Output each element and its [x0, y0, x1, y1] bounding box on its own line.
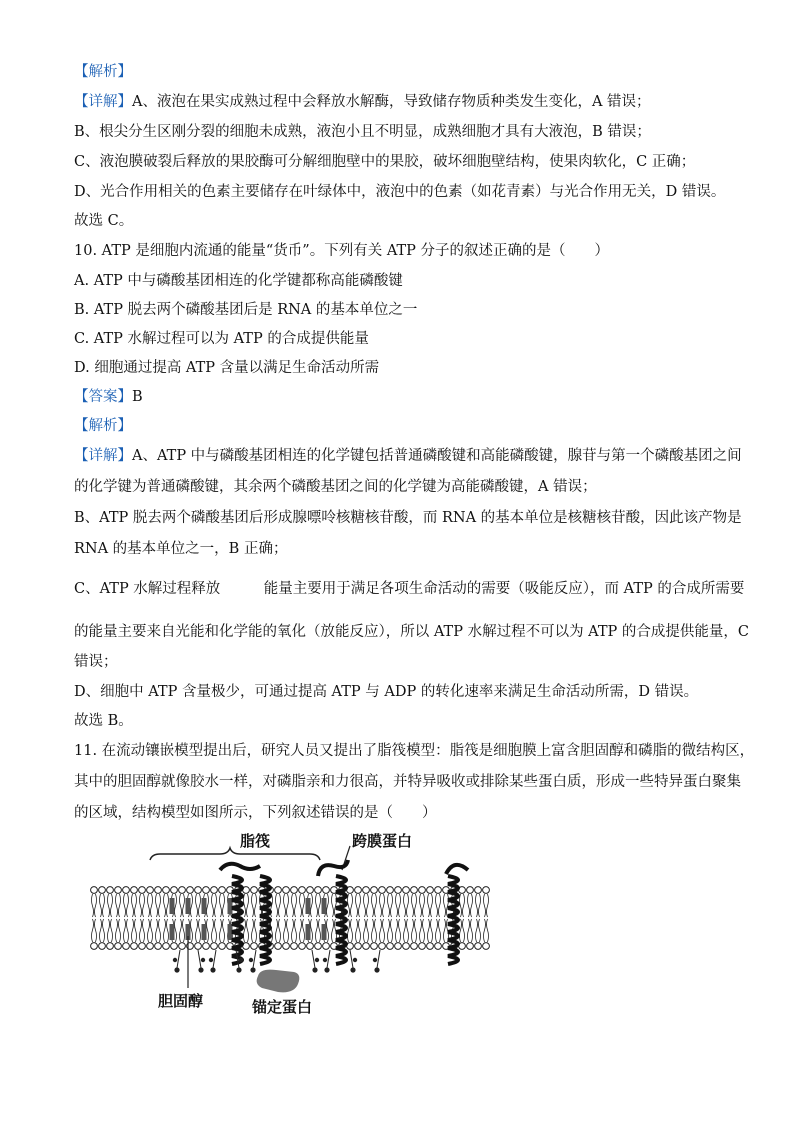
phospholipid-head: [379, 887, 386, 894]
phospholipid-tail: [372, 919, 377, 942]
cholesterol-molecule: [170, 898, 175, 914]
phospholipid-heads-top: [91, 887, 490, 894]
glycan-bead: [324, 967, 329, 972]
phospholipid-tail: [180, 919, 185, 942]
analysis-tag: 【解析】: [74, 64, 132, 80]
phospholipid-tail: [396, 894, 401, 917]
raft-bracket: [150, 848, 320, 860]
phospholipid-head: [403, 887, 410, 894]
phospholipid-tail: [164, 919, 169, 942]
phospholipid-heads-bottom: [91, 943, 490, 950]
membrane-svg: [80, 828, 500, 1018]
label-cholesterol: 胆固醇: [158, 992, 204, 1010]
glycan-bead: [315, 958, 319, 962]
phospholipid-head: [131, 943, 138, 950]
phospholipid-tail: [372, 894, 377, 917]
phospholipid-tail: [284, 919, 289, 942]
phospholipid-head: [315, 887, 322, 894]
phospholipid-tail: [300, 919, 305, 942]
protein-loop: [446, 865, 468, 874]
glycan-stem: [377, 950, 380, 968]
phospholipid-head: [291, 887, 298, 894]
phospholipid-head: [475, 943, 482, 950]
phospholipid-head: [195, 943, 202, 950]
phospholipid-head: [475, 887, 482, 894]
glycan-bead: [353, 958, 357, 962]
phospholipid-head: [187, 887, 194, 894]
phospholipid-head: [139, 887, 146, 894]
glycan-chains: [173, 950, 380, 973]
phospholipid-head: [323, 943, 330, 950]
phospholipid-tail: [148, 919, 153, 942]
phospholipid-tail: [156, 894, 161, 917]
phospholipid-head: [371, 887, 378, 894]
glycan-bead: [239, 958, 243, 962]
phospholipid-head: [355, 943, 362, 950]
phospholipid-tail: [412, 894, 417, 917]
phospholipid-tail: [244, 919, 249, 942]
phospholipid-tail: [156, 919, 161, 942]
label-anchor-protein: 锚定蛋白: [252, 998, 313, 1016]
phospholipid-tail: [428, 919, 433, 942]
phospholipid-head: [427, 943, 434, 950]
phospholipid-tail: [252, 919, 257, 942]
phospholipid-head: [363, 943, 370, 950]
phospholipid-head: [203, 943, 210, 950]
phospholipid-head: [195, 887, 202, 894]
glycan-bead: [373, 958, 377, 962]
phospholipid-head: [387, 887, 394, 894]
option-b: B. ATP 脱去两个磷酸基团后是 RNA 的基本单位之一: [74, 302, 418, 318]
phospholipid-head: [435, 887, 442, 894]
phospholipid-head: [323, 887, 330, 894]
phospholipid-head: [355, 887, 362, 894]
phospholipid-tail: [116, 894, 121, 917]
phospholipid-head: [299, 887, 306, 894]
phospholipid-tail: [100, 919, 105, 942]
phospholipid-tail: [140, 919, 145, 942]
glycan-stem: [177, 950, 180, 968]
phospholipid-head: [155, 887, 162, 894]
phospholipid-tail: [100, 894, 105, 917]
phospholipid-tail: [300, 894, 305, 917]
phospholipid-head: [171, 887, 178, 894]
phospholipid-head: [219, 943, 226, 950]
phospholipid-tail: [108, 919, 113, 942]
phospholipid-head: [395, 943, 402, 950]
phospholipid-head: [155, 943, 162, 950]
phospholipid-tail: [292, 919, 297, 942]
protein-loop: [220, 864, 260, 870]
question-stem: 的区域，结构模型如图所示，下列叙述错误的是（ ）: [74, 805, 437, 821]
glycan-bead: [249, 958, 253, 962]
phospholipid-head: [123, 887, 130, 894]
phospholipid-head: [371, 943, 378, 950]
glycan-bead: [250, 967, 255, 972]
phospholipid-tail: [276, 919, 281, 942]
phospholipid-tail: [484, 919, 489, 942]
phospholipid-head: [483, 943, 490, 950]
phospholipid-head: [307, 887, 314, 894]
phospholipid-head: [107, 943, 114, 950]
phospholipid-head: [163, 887, 170, 894]
cholesterol-molecule: [170, 924, 175, 940]
analysis-tag: 【解析】: [74, 418, 132, 434]
phospholipid-tail: [468, 894, 473, 917]
phospholipid-tail: [148, 894, 153, 917]
detail-line: B、根尖分生区刚分裂的细胞未成熟，液泡小且不明显，成熟细胞才具有大液泡，B 错误；: [74, 124, 651, 140]
phospholipid-head: [315, 943, 322, 950]
phospholipid-tail: [420, 919, 425, 942]
phospholipid-tail: [356, 894, 361, 917]
protein-loop: [318, 860, 348, 876]
phospholipid-head: [99, 887, 106, 894]
phospholipid-head: [275, 943, 282, 950]
phospholipid-head: [283, 887, 290, 894]
phospholipid-head: [251, 887, 258, 894]
phospholipid-tail: [420, 894, 425, 917]
cholesterol-molecule: [202, 898, 207, 914]
question-stem: 10. ATP 是细胞内流通的能量“货币”。下列有关 ATP 分子的叙述正确的是（ ）: [74, 243, 610, 259]
cholesterol-molecule: [186, 898, 191, 914]
phospholipid-tail: [380, 919, 385, 942]
phospholipid-tail: [388, 919, 393, 942]
phospholipid-tail: [460, 919, 465, 942]
phospholipid-head: [163, 943, 170, 950]
phospholipid-tail: [412, 919, 417, 942]
option-d: D. 细胞通过提高 ATP 含量以满足生命活动所需: [74, 360, 380, 376]
phospholipid-head: [179, 943, 186, 950]
phospholipid-head: [363, 887, 370, 894]
phospholipid-tail: [132, 894, 137, 917]
detail-line: C、ATP 水解过程释放 能量主要用于满足各项生命活动的需要（吸能反应），而 ATP 的合成所需要: [74, 581, 745, 597]
phospholipid-head: [411, 887, 418, 894]
phospholipid-tail: [396, 919, 401, 942]
phospholipid-tail: [364, 919, 369, 942]
detail-line: B、ATP 脱去两个磷酸基团后形成腺嘌呤核糖核苷酸，而 RNA 的基本单位是核糖核苷酸，因此该产物是: [74, 510, 742, 526]
phospholipid-head: [283, 943, 290, 950]
question-stem: 其中的胆固醇就像胶水一样，对磷脂亲和力很高，并特异吸收或排除某些蛋白质，形成一些特异蛋白聚集: [74, 774, 741, 790]
phospholipid-tail: [124, 919, 129, 942]
phospholipid-head: [99, 943, 106, 950]
phospholipid-tail: [444, 894, 449, 917]
glycan-stem: [253, 950, 256, 968]
label-raft: 脂筏: [240, 832, 271, 850]
phospholipid-tail: [460, 894, 465, 917]
phospholipid-tail: [404, 894, 409, 917]
cholesterol-molecule: [322, 924, 327, 940]
phospholipid-head: [467, 887, 474, 894]
glycan-bead: [374, 967, 379, 972]
phospholipid-head: [107, 887, 114, 894]
phospholipid-tails: [92, 894, 489, 942]
phospholipid-tail: [348, 894, 353, 917]
phospholipid-tail: [132, 919, 137, 942]
phospholipid-head: [467, 943, 474, 950]
phospholipid-head: [115, 887, 122, 894]
anchor-protein-shape: [257, 970, 300, 993]
phospholipid-tail: [196, 894, 201, 917]
phospholipid-tail: [356, 919, 361, 942]
phospholipid-tail: [476, 894, 481, 917]
glycan-bead: [174, 967, 179, 972]
phospholipid-tail: [220, 894, 225, 917]
glycan-bead: [201, 958, 205, 962]
phospholipid-tail: [364, 894, 369, 917]
glycan-bead: [312, 967, 317, 972]
detail-line: RNA 的基本单位之一，B 正确；: [74, 541, 288, 557]
phospholipid-head: [419, 887, 426, 894]
glycan-bead: [198, 967, 203, 972]
phospholipid-tail: [108, 894, 113, 917]
phospholipid-tail: [244, 894, 249, 917]
phospholipid-head: [139, 943, 146, 950]
phospholipid-head: [91, 887, 98, 894]
phospholipid-tail: [284, 894, 289, 917]
phospholipid-tail: [164, 894, 169, 917]
phospholipid-head: [251, 943, 258, 950]
glycan-bead: [210, 967, 215, 972]
phospholipid-head: [419, 943, 426, 950]
phospholipid-tail: [316, 919, 321, 942]
phospholipid-head: [203, 887, 210, 894]
phospholipid-tail: [388, 894, 393, 917]
label-transmembrane-protein: 跨膜蛋白: [352, 832, 413, 850]
phospholipid-head: [411, 943, 418, 950]
glycan-bead: [173, 958, 177, 962]
phospholipid-tail: [180, 894, 185, 917]
phospholipid-head: [123, 943, 130, 950]
phospholipid-head: [403, 943, 410, 950]
phospholipid-tail: [212, 894, 217, 917]
detail-line: 【详解】A、液泡在果实成熟过程中会释放水解酶，导致储存物质种类发生变化，A 错误；: [74, 94, 651, 110]
phospholipid-head: [91, 943, 98, 950]
phospholipid-head: [171, 943, 178, 950]
phospholipid-head: [307, 943, 314, 950]
phospholipid-tail: [436, 894, 441, 917]
phospholipid-tail: [436, 919, 441, 942]
conclusion: 故选 B。: [74, 713, 133, 729]
detail-line: 的化学键为普通磷酸键，其余两个磷酸基团之间的化学键为高能磷酸键，A 错误；: [74, 479, 597, 495]
phospholipid-head: [379, 943, 386, 950]
phospholipid-tail: [252, 894, 257, 917]
phospholipid-head: [115, 943, 122, 950]
phospholipid-tail: [348, 919, 353, 942]
cholesterol-molecule: [322, 898, 327, 914]
phospholipid-tail: [92, 919, 97, 942]
glycan-bead: [323, 958, 327, 962]
phospholipid-tail: [220, 919, 225, 942]
phospholipid-tail: [196, 919, 201, 942]
cholesterol-molecule: [306, 898, 311, 914]
option-c: C. ATP 水解过程可以为 ATP 的合成提供能量: [74, 331, 369, 347]
phospholipid-tail: [468, 919, 473, 942]
phospholipid-head: [211, 943, 218, 950]
phospholipid-tail: [124, 894, 129, 917]
phospholipid-head: [131, 887, 138, 894]
glycan-bead: [236, 967, 241, 972]
phospholipid-tail: [92, 894, 97, 917]
detail-line: C、液泡膜破裂后释放的果胶酶可分解细胞壁中的果胶，破坏细胞壁结构，使果肉软化，C 正确；: [74, 154, 696, 170]
glycan-stem: [213, 950, 216, 968]
phospholipid-head: [387, 943, 394, 950]
option-a: A. ATP 中与磷酸基团相连的化学键都称高能磷酸键: [74, 273, 403, 289]
detail-line: D、光合作用相关的色素主要储存在叶绿体中，液泡中的色素（如花青素）与光合作用无关，D 错误。: [74, 184, 726, 200]
glycan-stem: [312, 950, 315, 968]
phospholipid-head: [147, 943, 154, 950]
phospholipid-head: [147, 887, 154, 894]
answer-line: 【答案】B: [74, 389, 143, 405]
question-stem: 11. 在流动镶嵌模型提出后，研究人员又提出了脂筏模型：脂筏是细胞膜上富含胆固醇和磷脂的微结构区，: [74, 743, 755, 759]
lipid-raft-diagram: [80, 828, 500, 1018]
phospholipid-head: [291, 943, 298, 950]
phospholipid-head: [179, 887, 186, 894]
phospholipid-tail: [116, 919, 121, 942]
phospholipid-tail: [276, 894, 281, 917]
phospholipid-tail: [332, 894, 337, 917]
glycan-bead: [209, 958, 213, 962]
glycan-stem: [198, 950, 201, 968]
phospholipid-tail: [476, 919, 481, 942]
phospholipid-tail: [140, 894, 145, 917]
detail-line: 【详解】A、ATP 中与磷酸基团相连的化学键包括普通磷酸键和高能磷酸键，腺苷与第一个磷酸基团之间: [74, 448, 742, 464]
phospholipid-tail: [380, 894, 385, 917]
glycan-stem: [350, 950, 353, 968]
phospholipid-tail: [212, 919, 217, 942]
detail-line: D、细胞中 ATP 含量极少，可通过提高 ATP 与 ADP 的转化速率来满足生命活动所需，D 错误。: [74, 684, 699, 700]
phospholipid-head: [395, 887, 402, 894]
phospholipid-head: [211, 887, 218, 894]
detail-line: 错误；: [74, 654, 118, 670]
cholesterol-molecule: [202, 924, 207, 940]
phospholipid-head: [427, 887, 434, 894]
phospholipid-tail: [316, 894, 321, 917]
phospholipid-tail: [484, 894, 489, 917]
phospholipid-head: [219, 887, 226, 894]
phospholipid-tail: [292, 894, 297, 917]
phospholipid-head: [435, 943, 442, 950]
phospholipid-head: [299, 943, 306, 950]
glycan-stem: [327, 950, 330, 968]
phospholipid-head: [275, 887, 282, 894]
conclusion: 故选 C。: [74, 213, 134, 229]
phospholipid-head: [483, 887, 490, 894]
detail-line: 的能量主要来自光能和化学能的氧化（放能反应），所以 ATP 水解过程不可以为 ATP 的合成提供能量，C: [74, 624, 749, 640]
phospholipid-tail: [428, 894, 433, 917]
cholesterol-molecule: [306, 924, 311, 940]
phospholipid-tail: [404, 919, 409, 942]
glycan-bead: [350, 967, 355, 972]
